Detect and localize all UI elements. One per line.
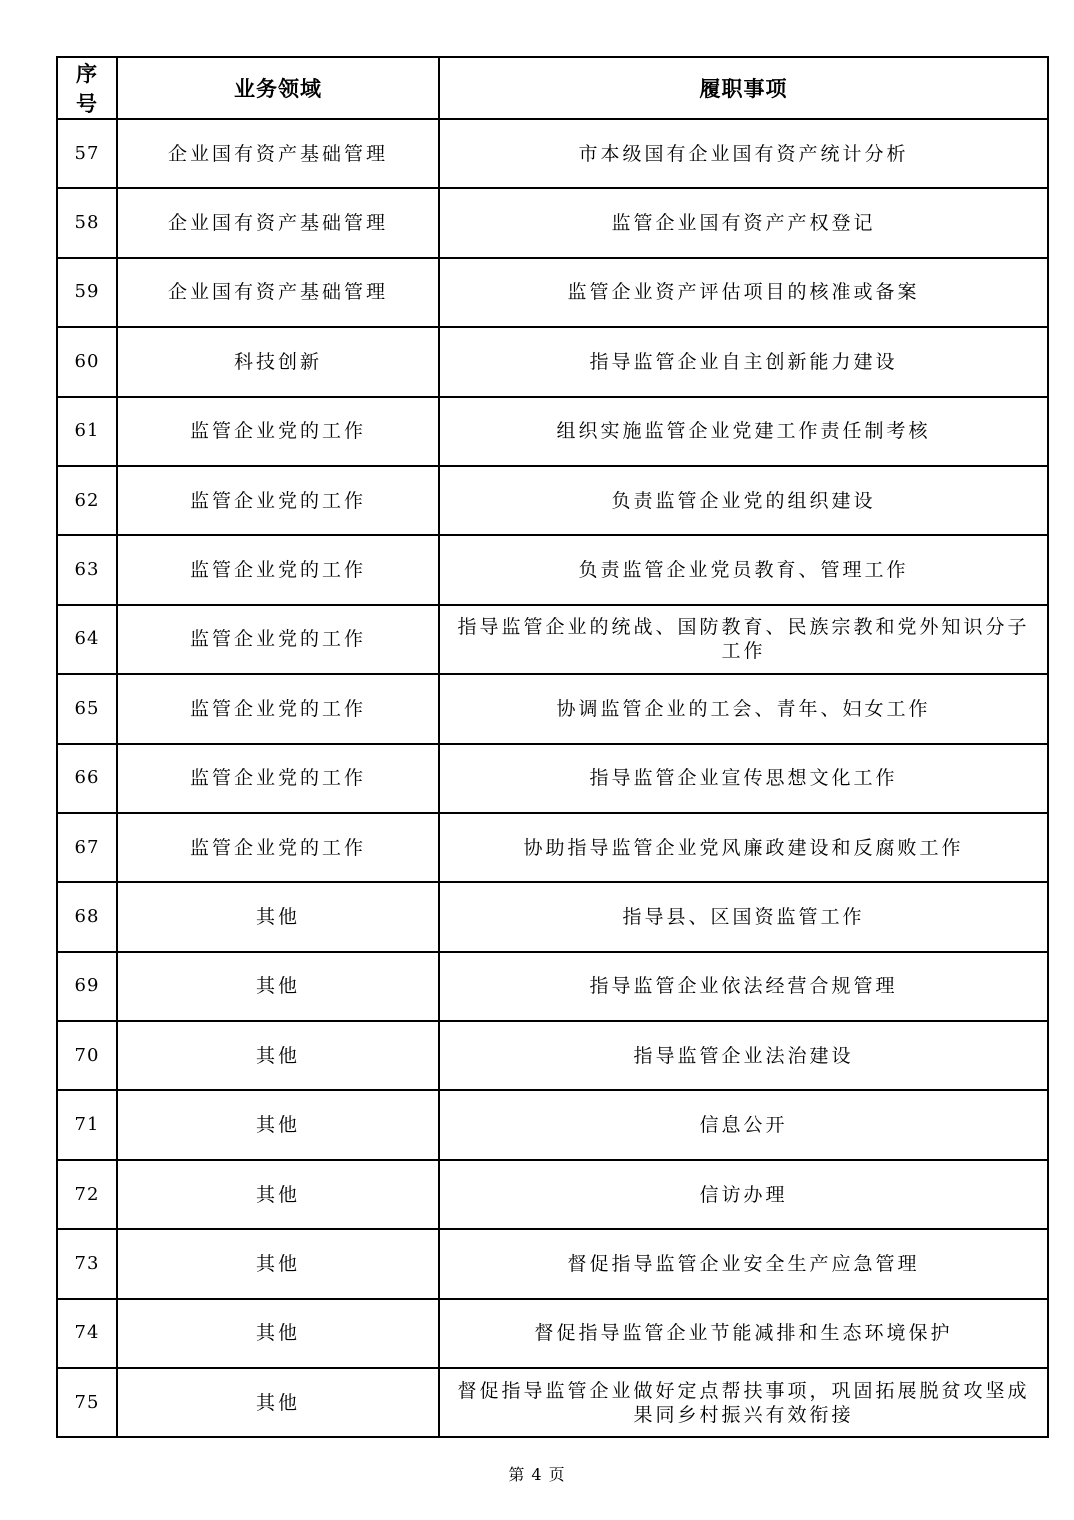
row-index-cell: 73 (57, 1229, 117, 1298)
table-row (57, 674, 1048, 743)
row-duty-cell: 协助指导监管企业党风廉政建设和反腐败工作 (439, 813, 1048, 882)
table-row (57, 605, 1048, 674)
row-index-cell: 68 (57, 882, 117, 951)
row-domain-cell: 企业国有资产基础管理 (117, 188, 439, 257)
table-row (57, 119, 1048, 188)
table-row (57, 1368, 1048, 1437)
row-index-cell: 60 (57, 327, 117, 396)
table-row (57, 258, 1048, 327)
row-domain-cell: 监管企业党的工作 (117, 466, 439, 535)
table-row (57, 952, 1048, 1021)
row-domain-cell: 监管企业党的工作 (117, 535, 439, 604)
row-duty-cell: 协调监管企业的工会、青年、妇女工作 (439, 674, 1048, 743)
row-index-cell: 62 (57, 466, 117, 535)
table-row (57, 1021, 1048, 1090)
row-duty-cell: 督促指导监管企业安全生产应急管理 (439, 1229, 1048, 1298)
row-domain-cell: 其他 (117, 1021, 439, 1090)
row-duty-cell: 指导监管企业依法经营合规管理 (439, 952, 1048, 1021)
row-domain-cell: 监管企业党的工作 (117, 674, 439, 743)
row-domain-cell: 企业国有资产基础管理 (117, 258, 439, 327)
row-domain-cell: 其他 (117, 1160, 439, 1229)
row-index-cell: 70 (57, 1021, 117, 1090)
header-duty: 履职事项 (439, 57, 1048, 119)
row-domain-cell: 企业国有资产基础管理 (117, 119, 439, 188)
row-domain-cell: 其他 (117, 1090, 439, 1159)
table-row (57, 813, 1048, 882)
duty-table (56, 56, 1049, 1438)
table-row (57, 188, 1048, 257)
row-duty-cell: 市本级国有企业国有资产统计分析 (439, 119, 1048, 188)
row-domain-cell: 其他 (117, 1368, 439, 1437)
table-row (57, 1299, 1048, 1368)
row-index-cell: 66 (57, 744, 117, 813)
table-row (57, 1160, 1048, 1229)
row-index-cell: 71 (57, 1090, 117, 1159)
row-index-cell: 72 (57, 1160, 117, 1229)
table-row (57, 535, 1048, 604)
table-row (57, 466, 1048, 535)
row-duty-cell: 督促指导监管企业节能减排和生态环境保护 (439, 1299, 1048, 1368)
table-row (57, 1090, 1048, 1159)
row-index-cell: 64 (57, 605, 117, 674)
row-duty-cell: 指导监管企业自主创新能力建设 (439, 327, 1048, 396)
row-index-cell: 61 (57, 397, 117, 466)
table-row (57, 882, 1048, 951)
table-row (57, 327, 1048, 396)
row-domain-cell: 监管企业党的工作 (117, 605, 439, 674)
header-domain: 业务领域 (117, 57, 439, 119)
table-row (57, 744, 1048, 813)
row-domain-cell: 其他 (117, 1299, 439, 1368)
row-index-cell: 69 (57, 952, 117, 1021)
row-duty-cell: 监管企业资产评估项目的核准或备案 (439, 258, 1048, 327)
row-domain-cell: 监管企业党的工作 (117, 397, 439, 466)
header-index: 序号 (57, 57, 117, 119)
row-duty-cell: 指导监管企业宣传思想文化工作 (439, 744, 1048, 813)
row-duty-cell: 监管企业国有资产产权登记 (439, 188, 1048, 257)
table-row (57, 397, 1048, 466)
row-index-cell: 63 (57, 535, 117, 604)
row-domain-cell: 监管企业党的工作 (117, 744, 439, 813)
row-index-cell: 57 (57, 119, 117, 188)
row-index-cell: 74 (57, 1299, 117, 1368)
row-index-cell: 65 (57, 674, 117, 743)
row-duty-cell: 指导监管企业法治建设 (439, 1021, 1048, 1090)
row-index-cell: 67 (57, 813, 117, 882)
row-duty-cell: 负责监管企业党的组织建设 (439, 466, 1048, 535)
row-domain-cell: 其他 (117, 1229, 439, 1298)
row-duty-cell: 督促指导监管企业做好定点帮扶事项，巩固拓展脱贫攻坚成果同乡村振兴有效衔接 (439, 1368, 1048, 1437)
row-index-cell: 58 (57, 188, 117, 257)
row-duty-cell: 信息公开 (439, 1090, 1048, 1159)
row-duty-cell: 信访办理 (439, 1160, 1048, 1229)
row-domain-cell: 监管企业党的工作 (117, 813, 439, 882)
row-domain-cell: 科技创新 (117, 327, 439, 396)
row-index-cell: 75 (57, 1368, 117, 1437)
page-number: 第 4 页 (508, 1465, 566, 1484)
table-header-row (57, 57, 1048, 119)
table-row (57, 1229, 1048, 1298)
row-duty-cell: 组织实施监管企业党建工作责任制考核 (439, 397, 1048, 466)
row-domain-cell: 其他 (117, 952, 439, 1021)
row-duty-cell: 指导县、区国资监管工作 (439, 882, 1048, 951)
row-duty-cell: 指导监管企业的统战、国防教育、民族宗教和党外知识分子工作 (439, 605, 1048, 674)
row-domain-cell: 其他 (117, 882, 439, 951)
table-body (57, 119, 1048, 1437)
row-index-cell: 59 (57, 258, 117, 327)
row-duty-cell: 负责监管企业党员教育、管理工作 (439, 535, 1048, 604)
